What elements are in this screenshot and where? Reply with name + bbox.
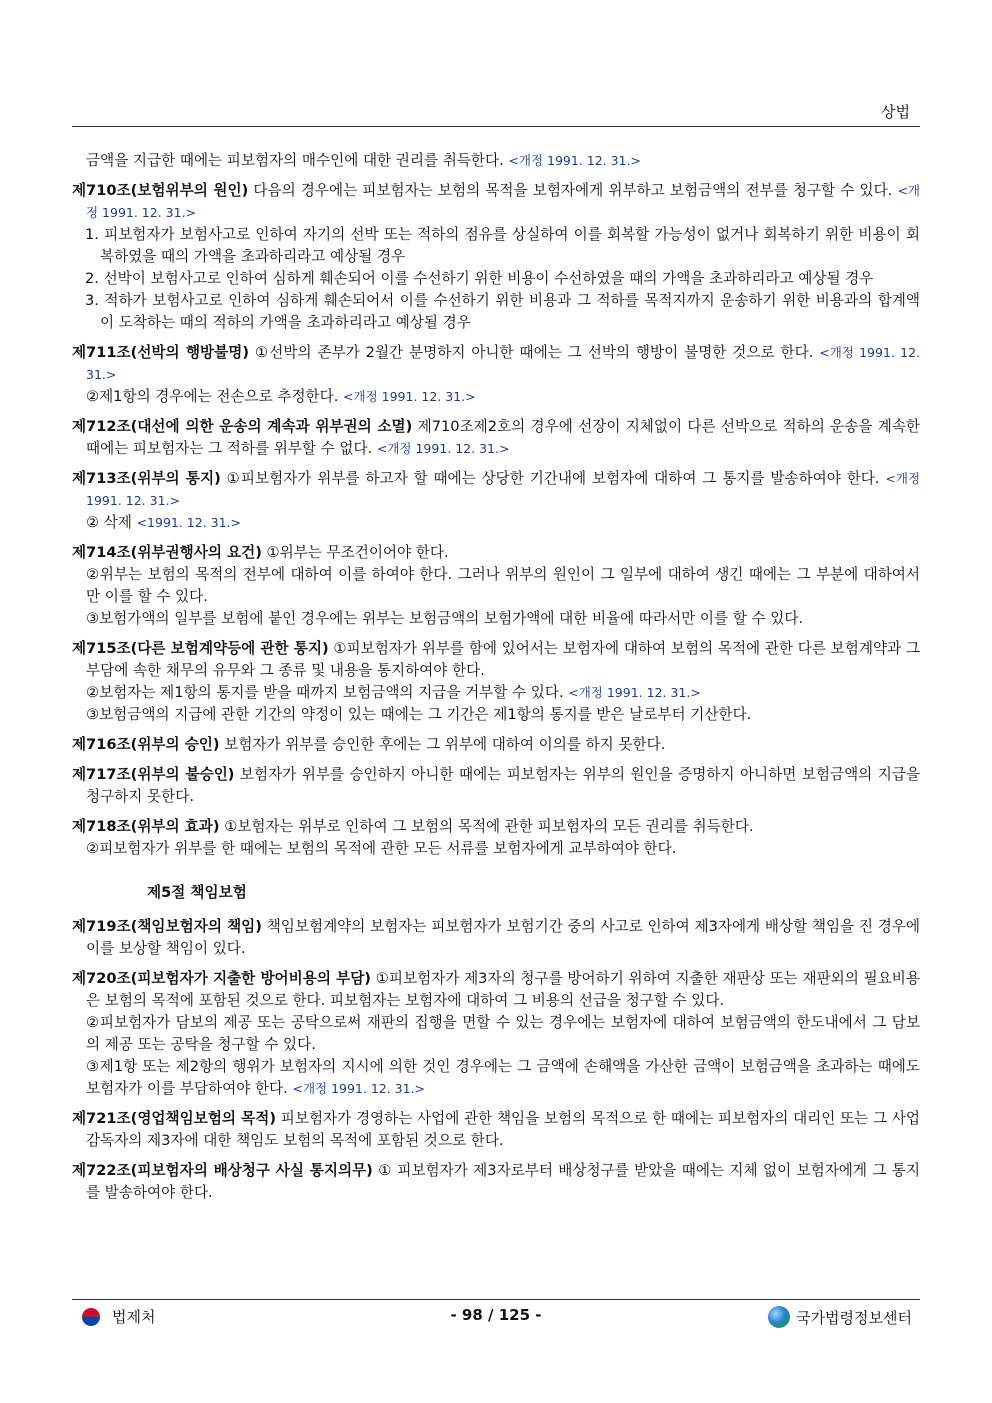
article-712: 제712조(대선에 의한 운송의 계속과 위부권의 소멸) 제710조제2호의 경우에 선장이 지체없이 다른 선박으로 적하의 운송을 계속한 때에는 피보험자는 그 적하를 위부할 수 없다. <개정 1991. 12. 31.>	[72, 418, 921, 457]
article-title: 제711조(선박의 행방불명)	[72, 344, 250, 361]
article-title: 제715조(다른 보험계약등에 관한 통지)	[72, 640, 329, 657]
paragraph: ②위부는 보험의 목적의 전부에 대하여 이를 하여야 한다. 그러나 위부의 원인이 그 일부에 대하여 생긴 때에는 그 부분에 대하여서만 이를 할 수 있다.	[86, 566, 921, 605]
amend-note: <개정 1991. 12. 31.>	[343, 389, 476, 404]
amend-note: <개정 1991. 12. 31.>	[292, 1081, 426, 1096]
footer-agency: 법제처	[112, 1308, 156, 1326]
article-title: 제718조(위부의 효과)	[72, 818, 220, 835]
footer-right	[768, 1306, 912, 1328]
law-center-logo-icon	[768, 1306, 790, 1328]
footer	[72, 1306, 920, 1328]
list-item: 1. 피보험자가 보험사고로 인하여 자기의 선박 또는 적하의 점유를 상실하여 이를 회복할 가능성이 없거나 회복하기 위한 비용이 회복하였을 때의 가액을 초과하리라고 예상될 경우	[85, 226, 920, 265]
header-title: 상법	[881, 103, 910, 121]
lead-paragraph: 금액을 지급한 때에는 피보험자의 매수인에 대한 권리를 취득한다. <개정 1991. 12. 31.>	[86, 152, 641, 169]
amend-note: <1991. 12. 31.>	[136, 515, 241, 530]
article-title: 제720조(피보험자가 지출한 방어비용의 부담)	[72, 970, 371, 987]
article-711: 제711조(선박의 행방불명) ①선박의 존부가 2월간 분명하지 아니한 때에는 그 선박의 행방이 불명한 것으로 한다. <개정 1991. 12. 31.> ②제1항의 경우에는 전손으로 추정한다. <개정 1991. 12. 31.>	[72, 342, 920, 408]
list-item: 2. 선박이 보험사고로 인하여 심하게 훼손되어 이를 수선하기 위한 비용이 수선하였을 때의 가액을 초과하리라고 예상될 경우	[85, 270, 874, 287]
article-title: 제721조(영업책임보험의 목적)	[72, 1110, 277, 1127]
amend-note: <개정 1991. 12. 31.>	[86, 345, 920, 382]
article-720: 제720조(피보험자가 지출한 방어비용의 부담) ①피보험자가 제3자의 청구를 방어하기 위하여 지출한 재판상 또는 재판외의 필요비용은 보험의 목적에 포함된 것으로 한다. 피보험자는 보험자에 대하여 그 비용의 선급을 청구할 수 있다. ②피보험자가 담보의 제공 또는 공탁으로써 재판의 집행을 면할 수 있는 경우에는 보험자에 대하여 보험금액의 한도내에서 그 담보의 제공 또는 공탁을 청구할 수 있다. ③제1항 또는 제2항의 행위가 보험자의 지시에 의한 것인 경우에는 그 금액에 손해액을 가산한 금액이 보험금액을 초과하는 때에도 보험자가 이를 부담하여야 한다. <개정 1991. 12. 31.>	[72, 968, 920, 1100]
article-title: 제716조(위부의 승인)	[72, 736, 220, 753]
amend-note: <개정 1991. 12. 31.>	[508, 153, 641, 168]
article-title: 제717조(위부의 불승인)	[72, 766, 235, 783]
article-713: 제713조(위부의 통지) ①피보험자가 위부를 하고자 할 때에는 상당한 기간내에 보험자에 대하여 그 통지를 발송하여야 한다. <개정 1991. 12. 31.> ② 삭제 <1991. 12. 31.>	[72, 468, 920, 534]
paragraph: ② 삭제 <1991. 12. 31.>	[86, 514, 241, 531]
paragraph: ②보험자는 제1항의 통지를 받을 때까지 보험금액의 지급을 거부할 수 있다. <개정 1991. 12. 31.>	[86, 684, 701, 701]
article-710: 제710조(보험위부의 원인) 다음의 경우에는 피보험자는 보험의 목적을 보험자에게 위부하고 보험금액의 전부를 청구할 수 있다. <개정 1991. 12. 31.> 1. 피보험자가 보험사고로 인하여 자기의 선박 또는 적하의 점유를 상실하여 이를 회복할 가능성이 없거나 회복하기 위한 비용이 회복하였을 때의 가액을 초과하리라고 예상될 경우 2. 선박이 보험사고로 인하여 심하게 훼손되어 이를 수선하기 위한 비용이 수선하였을 때의 가액을 초과하리라고 예상될 경우 3. 적하가 보험사고로 인하여 심하게 훼손되어서 이를 수선하기 위한 비용과 그 적하를 목적지까지 운송하기 위한 비용과의 합계액이 도착하는 때의 적하의 가액을 초과하리라고 예상될 경우	[72, 180, 920, 334]
paragraph: ②피보험자가 담보의 제공 또는 공탁으로써 재판의 집행을 면할 수 있는 경우에는 보험자에 대하여 보험금액의 한도내에서 그 담보의 제공 또는 공탁을 청구할 수 있다.	[86, 1014, 920, 1053]
header-rule	[72, 126, 920, 127]
article-721: 제721조(영업책임보험의 목적) 피보험자가 경영하는 사업에 관한 책임을 보험의 목적으로 한 때에는 피보험자의 대리인 또는 그 사업감독자의 제3자에 대한 책임도 보험의 목적에 포함된 것으로 한다.	[72, 1110, 920, 1149]
amend-note: <개정 1991. 12. 31.>	[568, 685, 701, 700]
article-716: 제716조(위부의 승인) 보험자가 위부를 승인한 후에는 그 위부에 대하여 이의를 하지 못한다.	[72, 736, 666, 753]
article-722: 제722조(피보험자의 배상청구 사실 통지의무) ① 피보험자가 제3자로부터 배상청구를 받았을 때에는 지체 없이 보험자에게 그 통지를 발송하여야 한다.	[72, 1162, 920, 1201]
footer-center-name: 국가법령정보센터	[796, 1308, 912, 1327]
article-title: 제710조(보험위부의 원인)	[72, 182, 249, 199]
article-719: 제719조(책임보험자의 책임) 책임보험계약의 보험자는 피보험자가 보험기간 중의 사고로 인하여 제3자에게 배상할 책임을 진 경우에 이를 보상할 책임이 있다.	[72, 918, 921, 957]
article-title: 제714조(위부권행사의 요건)	[72, 544, 262, 561]
paragraph: ③보험금액의 지급에 관한 기간의 약정이 있는 때에는 그 기간은 제1항의 통지를 받은 날로부터 기산한다.	[86, 706, 752, 723]
amend-note: <개정 1991. 12. 31.>	[86, 183, 921, 220]
article-title: 제719조(책임보험자의 책임)	[72, 918, 262, 935]
paragraph: ②제1항의 경우에는 전손으로 추정한다. <개정 1991. 12. 31.>	[86, 388, 476, 405]
article-718: 제718조(위부의 효과) ①보험자는 위부로 인하여 그 보험의 목적에 관한 피보험자의 모든 권리를 취득한다. ②피보험자가 위부를 한 때에는 보험의 목적에 관한 모든 서류를 보험자에게 교부하여야 한다.	[72, 816, 920, 860]
paragraph: ②피보험자가 위부를 한 때에는 보험의 목적에 관한 모든 서류를 보험자에게 교부하여야 한다.	[86, 840, 677, 857]
article-title: 제722조(피보험자의 배상청구 사실 통지의무)	[72, 1162, 373, 1179]
article-717: 제717조(위부의 불승인) 보험자가 위부를 승인하지 아니한 때에는 피보험자는 위부의 원인을 증명하지 아니하면 보험금액의 지급을 청구하지 못한다.	[72, 766, 920, 805]
article-715: 제715조(다른 보험계약등에 관한 통지) ①피보험자가 위부를 함에 있어서는 보험자에 대하여 보험의 목적에 관한 다른 보험계약과 그 부담에 속한 채무의 유무와 그 종류 및 내용을 통지하여야 한다. ②보험자는 제1항의 통지를 받을 때까지 보험금액의 지급을 거부할 수 있다. <개정 1991. 12. 31.> ③보험금액의 지급에 관한 기간의 약정이 있는 때에는 그 기간은 제1항의 통지를 받은 날로부터 기산한다.	[72, 638, 920, 726]
amend-note: <개정 1991. 12. 31.>	[376, 441, 510, 456]
footer-rule	[72, 1299, 920, 1300]
amend-note: <개정 1991. 12. 31.>	[86, 471, 921, 508]
section-heading: 제5절 책임보험	[147, 884, 247, 901]
page-number: - 98 / 125 -	[450, 1306, 542, 1324]
article-714: 제714조(위부권행사의 요건) ①위부는 무조건이어야 한다. ②위부는 보험의 목적의 전부에 대하여 이를 하여야 한다. 그러나 위부의 원인이 그 일부에 대하여 생긴 때에는 그 부분에 대하여서만 이를 할 수 있다. ③보험가액의 일부를 보험에 붙인 경우에는 위부는 보험금액의 보험가액에 대한 비율에 따라서만 이를 할 수 있다.	[72, 542, 920, 630]
document-body	[72, 150, 920, 1212]
article-title: 제712조(대선에 의한 운송의 계속과 위부권의 소멸)	[72, 418, 413, 435]
article-title: 제713조(위부의 통지)	[72, 470, 221, 487]
list-item: 3. 적하가 보험사고로 인하여 심하게 훼손되어서 이를 수선하기 위한 비용과 그 적하를 목적지까지 운송하기 위한 비용과의 합계액이 도착하는 때의 적하의 가액을 초과하리라고 예상될 경우	[85, 292, 920, 331]
paragraph: ③보험가액의 일부를 보험에 붙인 경우에는 위부는 보험금액의 보험가액에 대한 비율에 따라서만 이를 할 수 있다.	[86, 610, 804, 627]
paragraph: ③제1항 또는 제2항의 행위가 보험자의 지시에 의한 것인 경우에는 그 금액에 손해액을 가산한 금액이 보험금액을 초과하는 때에도 보험자가 이를 부담하여야 한다. <개정 1991. 12. 31.>	[86, 1058, 920, 1097]
